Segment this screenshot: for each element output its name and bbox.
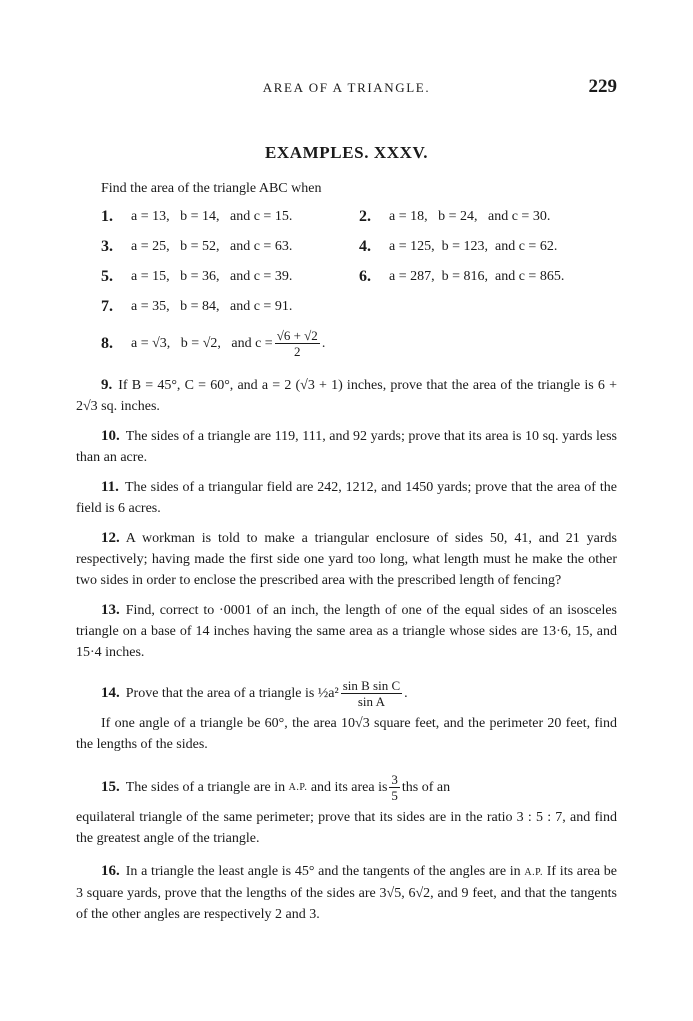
formula-row [101,321,617,365]
problem-number: 14. [101,684,120,701]
problem-1 [101,206,359,227]
formula-block [101,201,617,365]
problem-16 [76,861,617,925]
problem-15-continued: equilateral triangle of the same perimeter; prove that its sides are in the ratio 3 : 5 : 7, and find the greatest angle of the triangle. [76,810,617,846]
fraction-numerator: √6 + √2 [276,327,318,343]
exercise-title: EXAMPLES. XXXV. [264,143,429,162]
problem-number: 16. [101,863,120,879]
problem-text-mid: and its area is [310,779,388,795]
problem-14-continued: If one angle of a triangle be 60°, the area 10√3 square feet, and the perimeter 20 feet, find the lengths of the sides. [76,716,617,752]
problem-number: 6. [359,267,371,285]
fraction-numerator: sin B sin C [342,677,401,693]
problem-10 [76,426,617,468]
fraction [275,328,320,359]
problem-text: A workman is told to make a triangular enclosure of sides 50, 41, and 21 yards respectively; having made the first side one yard too long, what length must he make the other two sides in order to enclose the prescribed area with the prescribed length of fencing? [76,531,617,588]
problem-text: a = 35, b = 84, and c = 91. [131,298,293,314]
problem-number: 12. [101,530,120,546]
problem-text: a = 13, b = 14, and c = 15. [131,208,293,224]
problem-number: 5. [101,267,113,285]
problem-text: The sides of a triangular field are 242, 1212, and 1450 yards; prove that the area of the field is 6 acres. [76,480,617,516]
problem-9 [76,375,617,417]
problem-2 [359,206,617,227]
problem-5 [101,266,359,287]
problem-4 [359,236,617,257]
problem-text: a = 287, b = 816, and c = 865. [389,268,565,284]
ap-abbreviation: A.P. [524,867,544,878]
formula-row [101,231,617,261]
problem-number: 10. [101,428,120,444]
problem-12 [76,528,617,591]
formula-row [101,291,617,321]
fraction-denominator: 2 [294,343,301,359]
problem-8 [101,328,501,359]
problem-number: 11. [101,479,119,495]
problem-text: Prove that the area of a triangle is ½a² [125,685,339,701]
problem-text: The sides of a triangle are in [125,779,286,795]
problem-text: a = 125, b = 123, and c = 62. [389,238,558,254]
running-head [0,76,693,98]
problem-text-tail: . [321,335,326,351]
running-title: AREA OF A TRIANGLE. [262,80,431,95]
formula-row [101,201,617,231]
fraction-denominator: sin A [357,693,385,709]
exercise-content [76,178,617,925]
problem-6 [359,266,617,287]
problem-text: Find, correct to ·0001 of an inch, the length of one of the equal sides of an isosceles triangle on a base of 14 inches having the same area as a triangle whose sides are 13·6, 15, and 15·4 inches. [76,603,617,660]
fraction-denominator: 5 [391,787,398,803]
problem-13 [76,600,617,663]
problem-text-continued: If its area be 3 square yards, prove that the lengths of the sides are 3√5, 6√2, and 9 feet, and that the tangents of the other angles are respectively 2 and 3. [76,864,617,922]
problem-text-tail: ths of an [401,779,451,795]
problem-number: 4. [359,237,371,255]
problem-14 [101,673,617,713]
problem-3 [101,236,359,257]
problem-text: a = √3, b = √2, and c = [131,335,273,351]
problem-text: In a triangle the least angle is 45° and the tangents of the angles are in [125,864,521,879]
ap-abbreviation: A.P. [288,781,308,793]
problem-number: 7. [101,297,113,315]
problem-text: a = 18, b = 24, and c = 30. [389,208,551,224]
page-number: 229 [588,76,617,97]
fraction-numerator: 3 [391,771,398,787]
problem-number: 8. [101,334,113,352]
problem-number: 9. [101,377,113,393]
problem-number: 13. [101,602,120,618]
problem-text: a = 25, b = 52, and c = 63. [131,238,293,254]
problem-number: 1. [101,207,113,225]
problem-text: The sides of a triangle are 119, 111, and 92 yards; prove that its area is 10 sq. yards less than an acre. [76,429,617,465]
fraction [341,678,402,709]
problem-text: a = 15, b = 36, and c = 39. [131,268,293,284]
problem-text: If B = 45°, C = 60°, and a = 2 (√3 + 1) inches, prove that the area of the triangle is 6 + 2√3 sq. inches. [76,378,617,414]
exercise-intro: Find the area of the triangle ABC when [101,181,322,196]
problem-number: 2. [359,207,371,225]
problem-15 [101,767,617,807]
fraction [389,772,400,803]
problem-text-tail: . [404,685,408,701]
formula-row [101,261,617,291]
problem-number: 15. [101,778,120,795]
problem-7 [101,296,363,317]
problem-11 [76,477,617,519]
problem-number: 3. [101,237,113,255]
